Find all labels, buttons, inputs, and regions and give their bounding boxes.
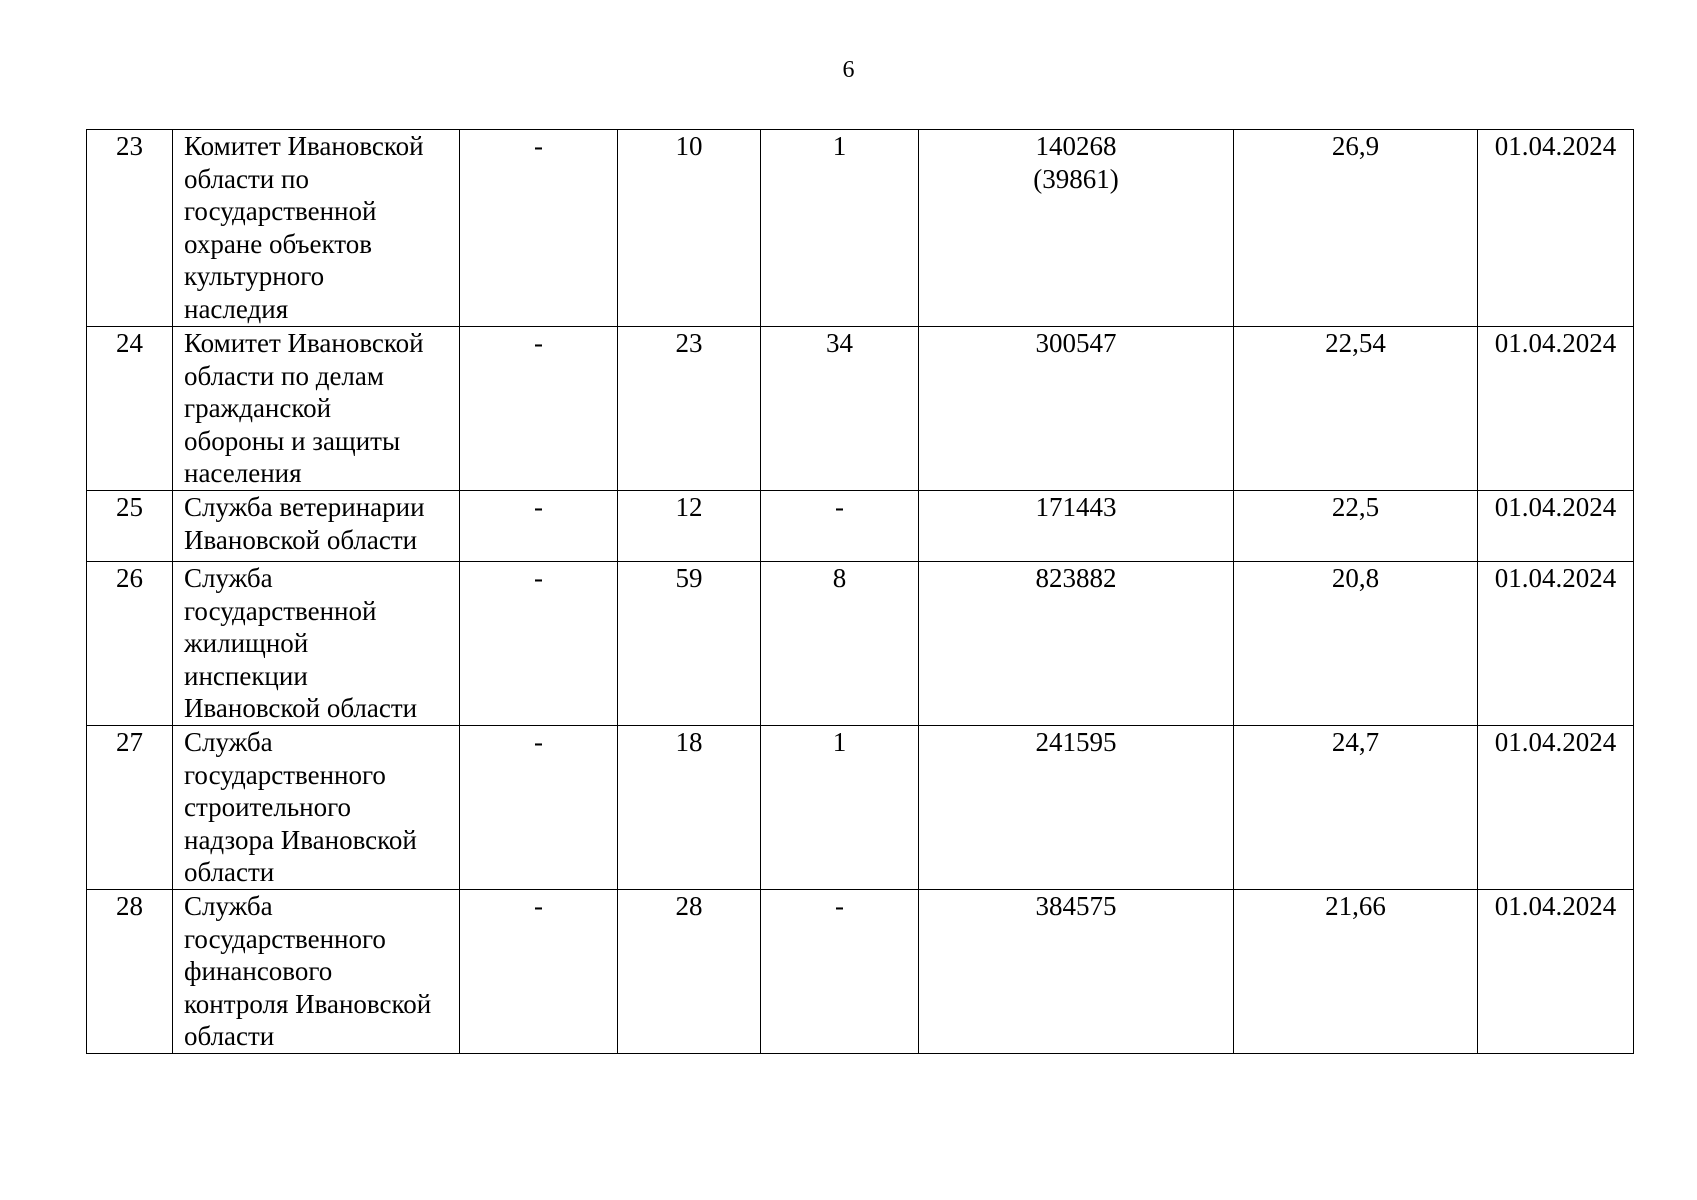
column-6-cell [919,890,1234,1054]
organization-name-cell-line: контроля Ивановской [184,988,432,1019]
column-5-cell: - [761,890,919,1054]
column-7-cell: 24,7 [1234,726,1478,890]
column-4-cell: 10 [618,130,761,327]
organization-name-cell-line: наследия [184,293,289,324]
organization-name-cell-line: строительного [184,792,351,823]
organization-name-cell [173,562,460,726]
column-7-cell: 26,9 [1234,130,1478,327]
date-cell: 01.04.2024 [1478,130,1634,327]
column-6-cell-line: 300547 [1035,328,1117,358]
row-number-cell: 27 [87,726,173,890]
column-7-cell: 20,8 [1234,562,1478,726]
organization-name-cell-line: области по делам [184,360,384,391]
organization-name-cell-line: Ивановской области [184,693,418,724]
organization-name-cell-line: населения [184,458,302,489]
organization-name-cell-line: финансового [184,956,333,987]
column-4-cell: 18 [618,726,761,890]
column-6-cell-line: 140268 [1035,131,1117,161]
row-number-cell: 24 [87,327,173,491]
column-6-cell [919,562,1234,726]
column-4-cell: 12 [618,491,761,562]
organization-name-cell-line: Комитет Ивановской [184,328,424,358]
organization-name-cell-line: гражданской [184,393,332,424]
column-7-cell: 21,66 [1234,890,1478,1054]
column-3-cell: - [460,327,618,491]
date-cell: 01.04.2024 [1478,327,1634,491]
organization-name-cell [173,491,460,562]
table-row [87,130,1634,327]
page-number: 6 [842,57,855,83]
table-row [87,890,1634,1054]
row-number-cell: 26 [87,562,173,726]
column-7-cell: 22,5 [1234,491,1478,562]
row-number-cell: 25 [87,491,173,562]
organization-name-cell [173,327,460,491]
organization-name-cell-line: государственной [184,595,377,626]
column-3-cell: - [460,890,618,1054]
organization-name-cell-line: Служба [184,891,273,921]
column-5-cell: 1 [761,726,919,890]
column-6-cell-line: 384575 [1035,891,1117,921]
table-row [87,562,1634,726]
column-3-cell: - [460,562,618,726]
organization-name-cell-line: Комитет Ивановской [184,131,424,161]
organization-name-cell-line: государственного [184,923,386,954]
organization-name-cell-line: охране объектов [184,228,372,259]
organization-name-cell-line: области по [184,163,309,194]
table-row [87,491,1634,562]
organization-name-cell-line: государственной [184,196,377,227]
column-7-cell: 22,54 [1234,327,1478,491]
table-row [87,327,1634,491]
row-number-cell: 28 [87,890,173,1054]
date-cell: 01.04.2024 [1478,562,1634,726]
column-6-cell-line: 823882 [1035,563,1117,593]
column-6-cell-line: 171443 [1035,492,1117,522]
organization-name-cell-line: культурного [184,261,325,292]
organization-name-cell-line: государственного [184,759,386,790]
organization-name-cell-line: жилищной [184,628,309,659]
organization-name-cell-line: Ивановской области [184,524,418,555]
column-4-cell: 23 [618,327,761,491]
date-cell: 01.04.2024 [1478,491,1634,562]
column-3-cell: - [460,130,618,327]
column-5-cell: 1 [761,130,919,327]
organization-name-cell [173,890,460,1054]
column-5-cell: 8 [761,562,919,726]
organization-name-cell-line: области [184,1021,275,1052]
column-6-cell [919,130,1234,327]
column-6-cell [919,327,1234,491]
column-4-cell: 28 [618,890,761,1054]
data-table [86,129,1634,1054]
organization-name-cell-line: инспекции [184,660,308,691]
organization-name-cell-line: области [184,857,275,888]
column-6-cell [919,726,1234,890]
column-3-cell: - [460,491,618,562]
column-6-cell-line: (39861) [1033,163,1119,194]
organization-name-cell-line: надзора Ивановской [184,824,417,855]
column-3-cell: - [460,726,618,890]
date-cell: 01.04.2024 [1478,726,1634,890]
organization-name-cell-line: обороны и защиты [184,425,401,456]
column-5-cell: - [761,491,919,562]
column-5-cell: 34 [761,327,919,491]
column-4-cell: 59 [618,562,761,726]
organization-name-cell-line: Служба ветеринарии [184,492,425,522]
organization-name-cell [173,726,460,890]
organization-name-cell-line: Служба [184,727,273,757]
row-number-cell: 23 [87,130,173,327]
column-6-cell-line: 241595 [1035,727,1117,757]
organization-name-cell-line: Служба [184,563,273,593]
organization-name-cell [173,130,460,327]
table-row [87,726,1634,890]
column-6-cell [919,491,1234,562]
date-cell: 01.04.2024 [1478,890,1634,1054]
